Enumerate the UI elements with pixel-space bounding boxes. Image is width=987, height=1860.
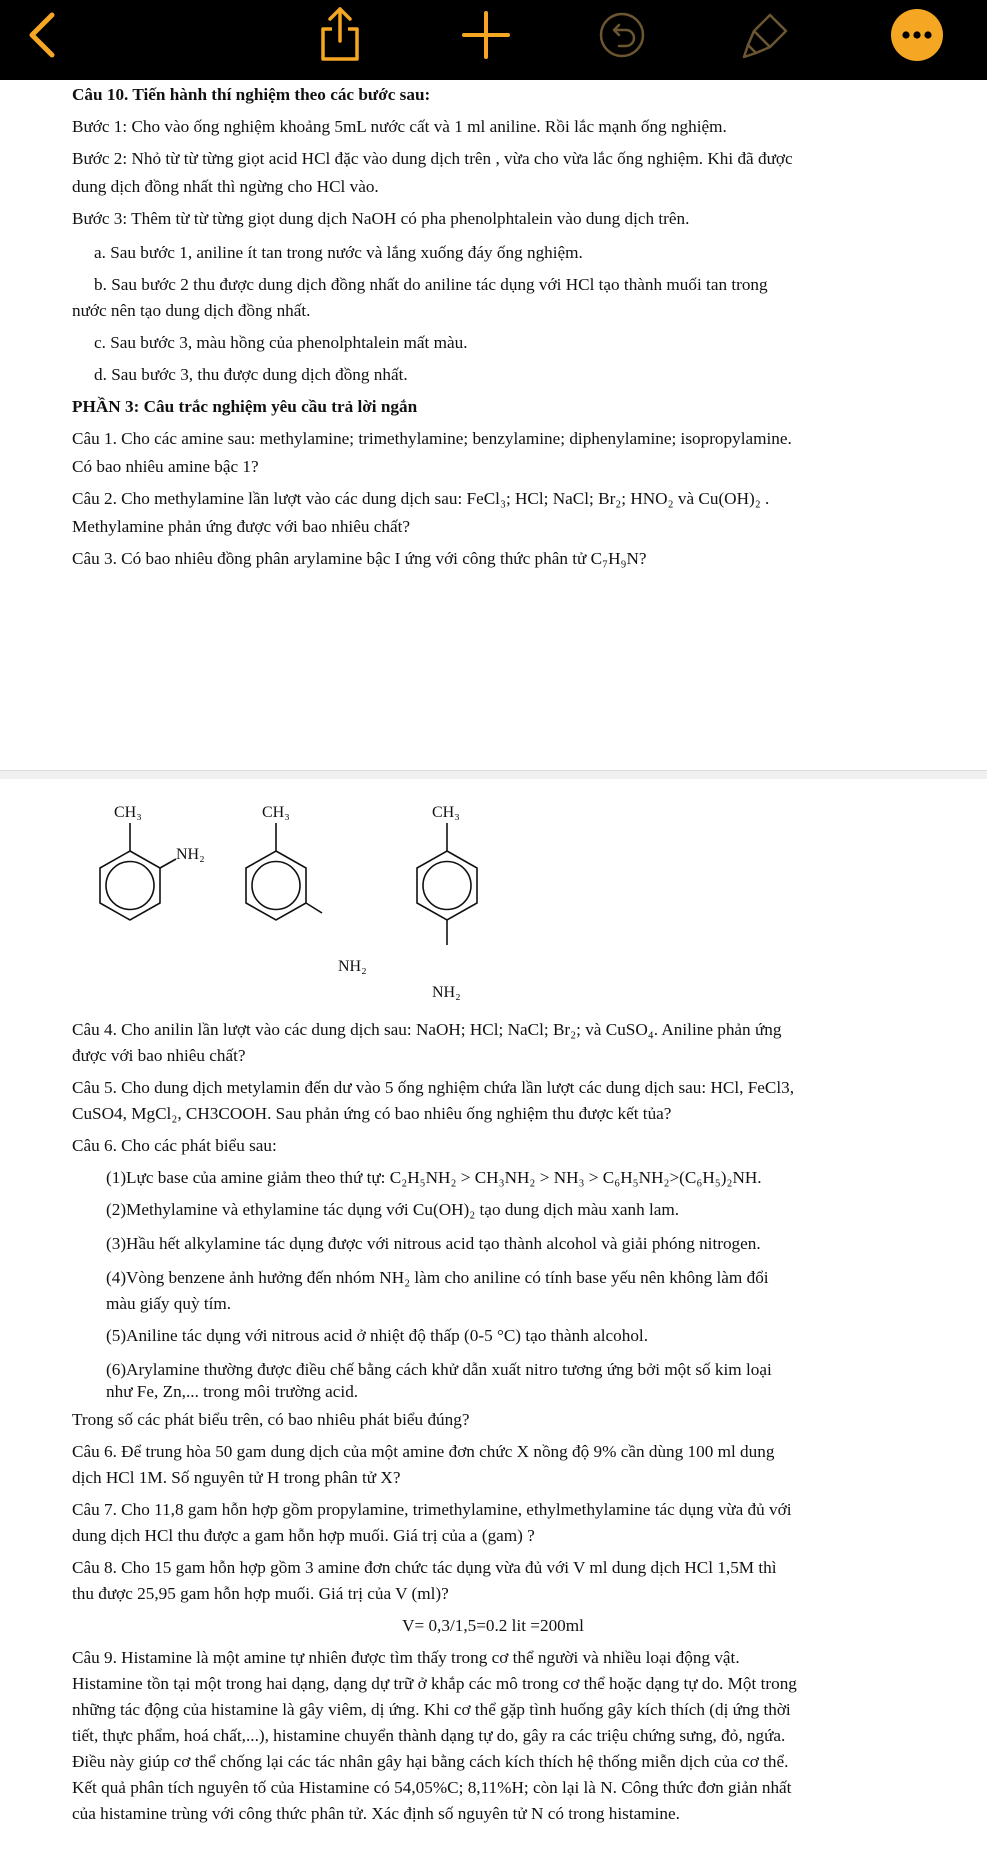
back-button[interactable] — [12, 4, 72, 66]
option-b-line2: nước nên tạo dung dịch đồng nhất. — [72, 301, 311, 320]
step-2-line2: dung dịch đồng nhất thì ngừng cho HCl vào. — [72, 177, 379, 196]
undo-icon — [597, 10, 647, 60]
ortho-methyl-label: CH₃ — [114, 804, 142, 821]
toluidine-structures — [70, 793, 490, 1013]
ortho-toluidine-structure — [100, 823, 176, 920]
question-3: Câu 3. Có bao nhiêu đồng phân arylamine bậc I ứng với công thức phân tử C₇H₉N? — [72, 549, 647, 568]
meta-amino-label: NH₂ — [338, 958, 367, 975]
para-methyl-label: CH₃ — [432, 804, 460, 821]
question-1-line1: Câu 1. Cho các amine sau: methylamine; trimethylamine; benzylamine; diphenylamine; isopropylamine. — [72, 429, 792, 448]
question-10-title: Câu 10. Tiến hành thí nghiệm theo các bước sau: — [72, 85, 431, 104]
question-8-line2: thu được 25,95 gam hỗn hợp muối. Giá trị của V (ml)? — [72, 1584, 449, 1603]
question-6-ask: Trong số các phát biểu trên, có bao nhiêu phát biểu đúng? — [72, 1410, 470, 1429]
ellipsis-circle-icon — [888, 6, 946, 64]
option-a: a. Sau bước 1, aniline ít tan trong nước và lắng xuống đáy ống nghiệm. — [94, 243, 583, 262]
question-2-line2: Methylamine phản ứng được với bao nhiêu chất? — [72, 517, 410, 536]
document-page-2 — [0, 779, 987, 1860]
para-toluidine-structure — [417, 823, 477, 945]
question-9-line5: Điều này giúp cơ thể chống lại các tác nhân gây hại bằng cách kích thích hệ thống miễn dịch của cơ thể. — [72, 1752, 789, 1771]
option-b-line1: b. Sau bước 2 thu được dung dịch đồng nhất do aniline tác dụng với HCl tạo thành muối tan trong — [94, 275, 768, 294]
step-3: Bước 3: Thêm từ từ từng giọt dung dịch NaOH có pha phenolphtalein vào dung dịch trên. — [72, 209, 690, 228]
question-9-line6: Kết quả phân tích nguyên tố của Histamine có 54,05%C; 8,11%H; còn lại là N. Công thức đơn giản nhất — [72, 1778, 792, 1797]
more-button[interactable] — [882, 4, 952, 66]
question-5-line1: Câu 5. Cho dung dịch metylamin đến dư vào 5 ống nghiệm chứa lần lượt các dung dịch sau: HCl, FeCl3, — [72, 1078, 795, 1097]
question-7-line2: dung dịch HCl thu được a gam hỗn hợp muối. Giá trị của a (gam) ? — [72, 1526, 535, 1545]
plus-icon — [461, 10, 511, 60]
question-5-line2: CuSO4, MgCl₂, CH3COOH. Sau phản ứng có bao nhiêu ống nghiệm thu được kết tủa? — [72, 1104, 672, 1123]
highlighter-icon — [740, 9, 792, 61]
share-icon — [317, 7, 363, 63]
statement-6-line2: như Fe, Zn,... trong môi trường acid. — [106, 1382, 359, 1401]
statement-1: (1)Lực base của amine giảm theo thứ tự: C₂H₅NH₂ > CH₃NH₂ > NH₃ > C₆H₅NH₂>(C₆H₅)₂NH. — [106, 1168, 762, 1187]
question-6b-line2: dịch HCl 1M. Số nguyên tử H trong phân tử X? — [72, 1468, 401, 1487]
para-amino-label: NH₂ — [432, 984, 461, 1001]
statement-5: (5)Aniline tác dụng với nitrous acid ở nhiệt độ thấp (0-5 °C) tạo thành alcohol. — [106, 1326, 648, 1345]
question-7-line1: Câu 7. Cho 11,8 gam hỗn hợp gồm propylamine, trimethylamine, ethylmethylamine tác dụng vừa đủ với — [72, 1500, 792, 1519]
question-4-line2: được với bao nhiêu chất? — [72, 1046, 246, 1065]
statement-6-line1: (6)Arylamine thường được điều chế bằng cách khử dẫn xuất nitro tương ứng bởi một số kim loại — [106, 1360, 772, 1379]
document-page-1 — [0, 80, 987, 770]
statement-2: (2)Methylamine và ethylamine tác dụng với Cu(OH)₂ tạo dung dịch màu xanh lam. — [106, 1200, 680, 1219]
step-2-line1: Bước 2: Nhỏ từ từ từng giọt acid HCl đặc vào dung dịch trên , vừa cho vừa lắc ống nghiệm. Khi đã được — [72, 149, 793, 168]
question-9-line1: Câu 9. Histamine là một amine tự nhiên được tìm thấy trong cơ thể người và nhiều loại động vật. — [72, 1648, 740, 1667]
ortho-amino-label: NH₂ — [176, 846, 205, 863]
top-toolbar — [0, 0, 987, 80]
statement-3: (3)Hầu hết alkylamine tác dụng được với nitrous acid tạo thành alcohol và giải phóng nitrogen. — [106, 1234, 761, 1253]
step-1: Bước 1: Cho vào ống nghiệm khoảng 5mL nước cất và 1 ml aniline. Rồi lắc mạnh ống nghiệm. — [72, 117, 727, 136]
markup-button[interactable] — [736, 4, 796, 66]
undo-button[interactable] — [592, 4, 652, 66]
question-9-line7: của histamine trùng với công thức phân tử. Xác định số nguyên tử N có trong histamine. — [72, 1804, 680, 1823]
question-8-line1: Câu 8. Cho 15 gam hỗn hợp gồm 3 amine đơn chức tác dụng vừa đủ với V ml dung dịch HCl 1,5M thì — [72, 1558, 777, 1577]
question-9-line3: những tác động của histamine là gây viêm, dị ứng. Khi cơ thể gặp tình huống gây kích thích (dị ứng thời — [72, 1700, 791, 1719]
statement-4-line2: màu giấy quỳ tím. — [106, 1294, 232, 1313]
question-9-line2: Histamine tồn tại một trong hai dạng, dạng dự trữ ở khắp các mô trong cơ thể hoặc dạng tự do. Một trong — [72, 1674, 797, 1693]
question-2-line1: Câu 2. Cho methylamine lần lượt vào các dung dịch sau: FeCl₃; HCl; NaCl; Br₂; HNO₂ và Cu(OH)₂ . — [72, 489, 770, 508]
share-button[interactable] — [310, 4, 370, 66]
meta-toluidine-structure — [246, 823, 322, 920]
question-9-line4: tiết, thực phẩm, hoá chất,...), histamine chuyển thành dạng tự do, gây ra các triệu chứng sưng, đỏ, ngứa. — [72, 1726, 786, 1745]
option-c: c. Sau bước 3, màu hồng của phenolphtalein mất màu. — [94, 333, 468, 352]
question-1-line2: Có bao nhiêu amine bậc 1? — [72, 457, 259, 476]
add-button[interactable] — [456, 4, 516, 66]
chevron-left-icon — [22, 11, 62, 59]
question-6-title: Câu 6. Cho các phát biểu sau: — [72, 1136, 277, 1155]
statement-4-line1: (4)Vòng benzene ảnh hưởng đến nhóm NH₂ làm cho aniline có tính base yếu nên không làm đổi — [106, 1268, 769, 1287]
question-6b-line1: Câu 6. Để trung hòa 50 gam dung dịch của một amine đơn chức X nồng độ 9% cần dùng 100 ml dung — [72, 1442, 775, 1461]
option-d: d. Sau bước 3, thu được dung dịch đồng nhất. — [94, 365, 408, 384]
question-8-answer: V= 0,3/1,5=0.2 lit =200ml — [402, 1616, 584, 1635]
meta-methyl-label: CH₃ — [262, 804, 290, 821]
part-3-title: PHẦN 3: Câu trắc nghiệm yêu cầu trả lời ngắn — [72, 397, 418, 416]
question-4-line1: Câu 4. Cho anilin lần lượt vào các dung dịch sau: NaOH; HCl; NaCl; Br₂; và CuSO₄. Aniline phản ứng — [72, 1020, 782, 1039]
